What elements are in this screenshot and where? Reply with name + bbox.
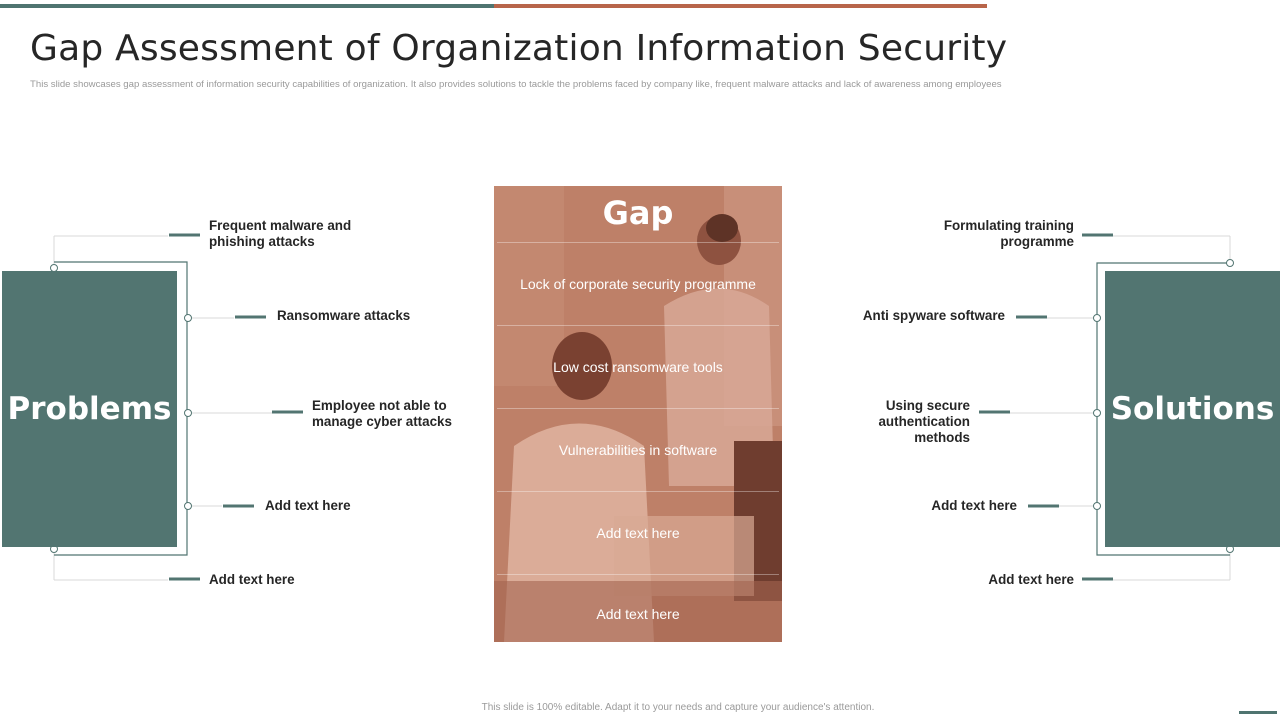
gap-item: Add text here [596, 525, 680, 541]
solution-label: Add text here [931, 498, 1017, 513]
gap-divider [497, 574, 779, 575]
gap-divider [497, 325, 779, 326]
problem-label: Add text here [265, 498, 351, 513]
gap-heading: Gap [602, 194, 674, 232]
corner-accent [1239, 711, 1277, 714]
problem-label: Employee not able to manage cyber attacks [312, 398, 452, 429]
footer-note: This slide is 100% editable. Adapt it to your needs and capture your audience's attention. [481, 702, 875, 713]
solutions-panel: Solutions [1105, 271, 1280, 547]
problems-panel: Problems [2, 271, 177, 547]
solution-label: Using secure authentication methods [878, 398, 970, 445]
problem-label: Add text here [209, 572, 295, 587]
problem-label: Frequent malware and phishing attacks [209, 218, 352, 249]
gap-divider [497, 408, 779, 409]
problem-label: Ransomware attacks [277, 308, 411, 323]
gap-item: Vulnerabilities in software [558, 442, 718, 458]
page-subtitle: This slide showcases gap assessment of information security capabilities of organization. It also provides solutions to tackle the problems faced by company like, frequent malware attacks and lack of awareness among employees [30, 79, 1002, 90]
gap-item: Lock of corporate security programme [520, 276, 756, 292]
gap-item: Low cost ransomware tools [553, 359, 723, 375]
gap-divider [497, 491, 779, 492]
solution-label: Add text here [988, 572, 1074, 587]
solution-label: Anti spyware software [862, 308, 1005, 323]
gap-item: Add text here [596, 606, 680, 622]
gap-divider [497, 242, 779, 243]
page-title: Gap Assessment of Organization Information Security [30, 28, 1008, 69]
solution-label: Formulating training programme [943, 218, 1074, 249]
